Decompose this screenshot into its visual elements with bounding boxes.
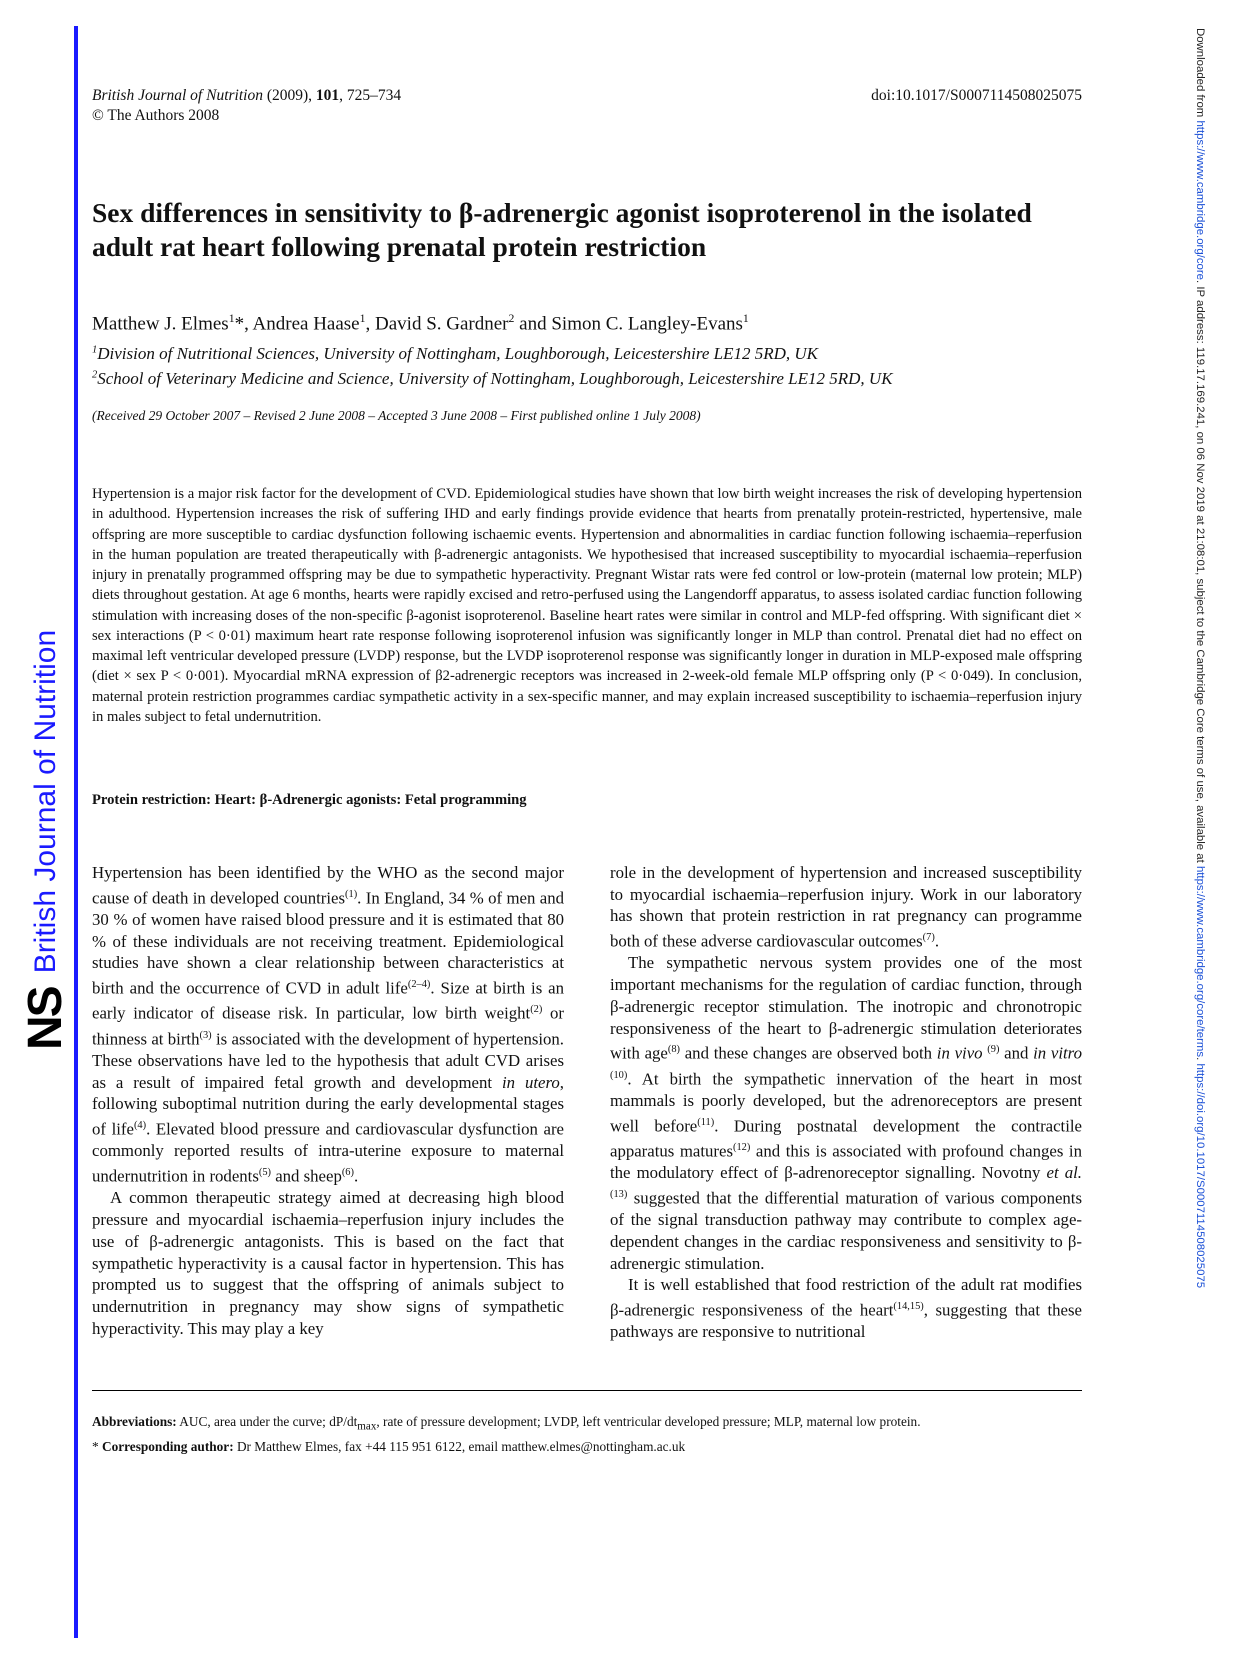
footnotes	[92, 1412, 1082, 1457]
citation-ref: (2–4)	[407, 979, 431, 991]
download-prefix: Downloaded from	[1194, 28, 1206, 121]
text-run: role in the development of hypertension and increased susceptibility to myocardial ischaemia–reperfusion injury. Work in our laboratory has shown that protein restriction in rat pregnancy can programme both of these adverse cardiovascular outcomes	[610, 863, 1082, 951]
author-affiliation-sup: 1	[359, 312, 366, 325]
citation-ref: (13)	[610, 1188, 628, 1200]
author-affiliation-sup: 2	[508, 312, 515, 325]
citation	[92, 86, 401, 106]
affiliation-2	[92, 369, 893, 389]
text-run: and these changes are observed both	[680, 1043, 937, 1063]
corresponding-mark: *	[92, 1438, 102, 1454]
citation-ref: (7)	[922, 932, 935, 944]
citation-ref: (8)	[667, 1044, 680, 1056]
paragraph	[610, 1274, 1082, 1343]
abstract: Hypertension is a major risk factor for the development of CVD. Epidemiological studies have shown that low birth weight increases the risk of developing hypertension in adulthood. Hypertension increases the risk of suffering IHD and early findings provide evidence that hearts from prenatally protein-restricted, hypertensive, male offspring are more susceptible to cardiac dysfunction following ischaemic events. Hypertension and abnormalities in cardiac function following ischaemia–reperfusion in the human population are treated therapeutically with β-adrenergic antagonists. We hypothesised that increased susceptibility to myocardial ischaemia–reperfusion injury in prenatally programmed offspring may be due to sympathetic hyperactivity. Pregnant Wistar rats were fed control or low-protein (maternal low protein; MLP) diets throughout gestation. At age 6 months, hearts were rapidly excised and retro-perfused using the Langendorff apparatus, to assess isolated cardiac function following stimulation with increasing doses of the non-specific β-agonist isoproterenol. Baseline heart rates were similar in control and MLP-fed offspring. With significant diet × sex interactions (P < 0·01) maximum heart rate response following isoproterenol infusion was significantly longer in MLP than control. Prenatal diet had no effect on maximal left ventricular developed pressure (LVDP) response, but the LVDP isoproterenol response was significantly longer in duration in MLP-exposed male offspring (diet × sex P < 0·001). Myocardial mRNA expression of β2-adrenergic receptors was increased in 2-week-old female MLP offspring only (P < 0·049). In conclusion, maternal protein restriction programmes cardiac sympathetic activity in a sex-specific manner, and may explain increased susceptibility to ischaemia–reperfusion injury in males subject to fetal undernutrition.	[92, 486, 1082, 725]
author-separator: ,	[365, 313, 376, 335]
affiliation-1	[92, 344, 818, 364]
text-run: and	[999, 1043, 1034, 1063]
cambridge-core-link[interactable]: https://www.cambridge.org/core	[1194, 120, 1206, 280]
affiliation-2-sup: 2	[92, 369, 98, 381]
text-run: and sheep	[271, 1166, 342, 1186]
citation-ref: (14,15)	[893, 1300, 924, 1312]
body-column-left	[92, 862, 564, 1339]
citation-pages: , 725–734	[339, 87, 402, 104]
copyright: © The Authors 2008	[92, 107, 220, 124]
text-run: or thinness at birth	[92, 1004, 564, 1049]
citation-ref: (6)	[341, 1167, 354, 1179]
text-run: It is well established that food restriction of the adult rat modifies β-adrenergic responsiveness of the heart	[610, 1275, 1082, 1320]
citation-year: (2009),	[266, 87, 313, 104]
affiliation-2-text: School of Veterinary Medicine and Science, University of Nottingham, Loughborough, Leicestershire LE12 5RD, UK	[97, 369, 893, 388]
abbreviations-sub: max	[357, 1420, 377, 1433]
journal-margin-rule	[74, 26, 78, 1638]
italic-term: in vivo	[936, 1043, 983, 1063]
text-run: , following suboptimal nutrition during the early developmental stages of life	[92, 1072, 564, 1139]
doi: doi:10.1017/S0007114508025075	[871, 87, 1082, 104]
citation-ref: (12)	[733, 1141, 751, 1153]
doi-link[interactable]: https://doi.org/10.1017/S0007114508025075	[1194, 1063, 1206, 1289]
text-run: . Size at birth is an early indicator of disease risk. In particular, low birth weight	[92, 978, 564, 1023]
affiliation-1-text: Division of Nutritional Sciences, University of Nottingham, Loughborough, Leicestershire LE12 5RD, UK	[97, 344, 818, 363]
running-header	[92, 86, 1082, 126]
text-run: A common therapeutic strategy aimed at decreasing high blood pressure and myocardial ischaemia–reperfusion injury includes the use of β-adrenergic antagonists. This is based on the fact that sympathetic hyperactivity is a causal factor in hypertension. This has prompted us to suggest that the offspring of animals subject to undernutrition in pregnancy may show signs of sympathetic hyperactivity. This may play a key	[92, 1188, 564, 1338]
text-run: . During postnatal development the contractile apparatus matures	[610, 1116, 1082, 1161]
citation-ref: (1)	[345, 888, 358, 900]
text-run: suggested that the differential maturation of various components of the signal transduction pathway may contribute to complex age-dependent changes in the cardiac responsiveness and sensitivity to β-adrenergic stimulation.	[610, 1188, 1082, 1273]
ns-logo: NS	[19, 987, 72, 1050]
text-run: . Elevated blood pressure and cardiovascular dysfunction are commonly reported results of intra-uterine exposure to maternal undernutrition in rodents	[92, 1119, 564, 1186]
text-run: and this is associated with profound changes in the modulatory effect of β-adrenoreceptor signalling. Novotny	[610, 1141, 1082, 1183]
citation-volume: 101	[315, 87, 340, 104]
text-run: .	[353, 1166, 359, 1186]
citation-ref: (2)	[530, 1004, 543, 1016]
paragraph	[92, 1187, 564, 1339]
citation-ref: (3)	[199, 1029, 212, 1041]
text-run: is associated with the development of hypertension. These observations have led to the hypothesis that adult CVD arises as a result of impaired fetal growth and development	[92, 1029, 564, 1092]
body-column-right	[610, 862, 1082, 1343]
author-name: David S. Gardner	[375, 313, 509, 335]
affiliation-1-sup: 1	[92, 344, 98, 356]
paragraph	[610, 952, 1082, 1274]
author-name: Simon C. Langley-Evans	[551, 313, 743, 335]
text-run: Hypertension has been identified by the WHO as the second major cause of death in developed countries	[92, 863, 564, 908]
corresponding-author	[92, 1437, 1082, 1457]
text-run: . At birth the sympathetic innervation of the heart in most mammals is poorly developed, but the adrenoreceptors are present well before	[610, 1069, 1082, 1136]
author-name: Matthew J. Elmes	[92, 313, 229, 335]
corresponding-text: Dr Matthew Elmes, fax +44 115 951 6122, email matthew.elmes@nottingham.ac.uk	[233, 1438, 686, 1454]
journal-brand-name: British Journal of Nutrition	[28, 629, 62, 974]
citation-ref: (4)	[133, 1120, 147, 1132]
received-dates: (Received 29 October 2007 – Revised 2 June 2008 – Accepted 3 June 2008 – First published online 1 July 2008)	[92, 408, 701, 423]
italic-term: et al.	[1046, 1163, 1082, 1183]
journal-title: British Journal of Nutrition	[92, 87, 263, 104]
text-run: . In England, 34 % of men and 30 % of women have raised blood pressure and it is estimated that 80 % of these individuals are not receiving treatment. Epidemiological studies have shown a clear relationship between characteristics at birth and the occurrence of CVD in adult life	[92, 888, 564, 998]
italic-term: in vitro	[1033, 1043, 1082, 1063]
citation-ref: (11)	[697, 1116, 715, 1128]
download-middle: . IP address: 119.17.169.241, on 06 Nov 2019 at 21:08:01, subject to the Cambridge Core terms of use, available at	[1194, 280, 1206, 866]
abbreviations-rest: , rate of pressure development; LVDP, left ventricular developed pressure; MLP, maternal low protein.	[376, 1414, 921, 1429]
abbreviations-label: Abbreviations:	[92, 1414, 177, 1429]
italic-term: in utero	[501, 1072, 560, 1092]
citation-ref: (5)	[258, 1167, 271, 1179]
abbreviations	[92, 1412, 1082, 1437]
citation-ref: (9)	[987, 1044, 1000, 1056]
corresponding-label: Corresponding author:	[101, 1438, 234, 1454]
paragraph	[610, 862, 1082, 952]
text-run: , suggesting that these pathways are responsive to nutritional	[610, 1300, 1082, 1342]
citation-ref: (10)	[610, 1069, 628, 1081]
article-title: Sex differences in sensitivity to β-adrenergic agonist isoproterenol in the isolated adult rat heart following prenatal protein restriction	[92, 197, 1032, 262]
author-name: Andrea Haase	[252, 313, 360, 335]
author-affiliation-sup: 1	[228, 312, 235, 325]
author-separator: and	[514, 313, 552, 335]
author-list	[92, 312, 749, 335]
footnote-divider	[92, 1390, 1082, 1391]
text-run: .	[934, 931, 940, 951]
terms-link[interactable]: https://www.cambridge.org/core/terms	[1194, 865, 1206, 1058]
text-run: The sympathetic nervous system provides one of the most important mechanisms for the regulation of cardiac function, through β-adrenergic receptor stimulation. The inotropic and chronotropic responsiveness of the heart to β-adrenergic stimulation deteriorates with age	[610, 953, 1082, 1063]
author-separator: ,	[244, 313, 253, 335]
author-affiliation-sup: 1	[742, 312, 749, 325]
corresponding-asterisk: *	[234, 313, 245, 335]
abbreviations-text: AUC, area under the curve; dP/dt	[176, 1414, 358, 1429]
keywords: Protein restriction: Heart: β-Adrenergic agonists: Fetal programming	[92, 792, 527, 808]
download-sep: .	[1194, 1057, 1206, 1064]
paragraph	[92, 862, 564, 1187]
